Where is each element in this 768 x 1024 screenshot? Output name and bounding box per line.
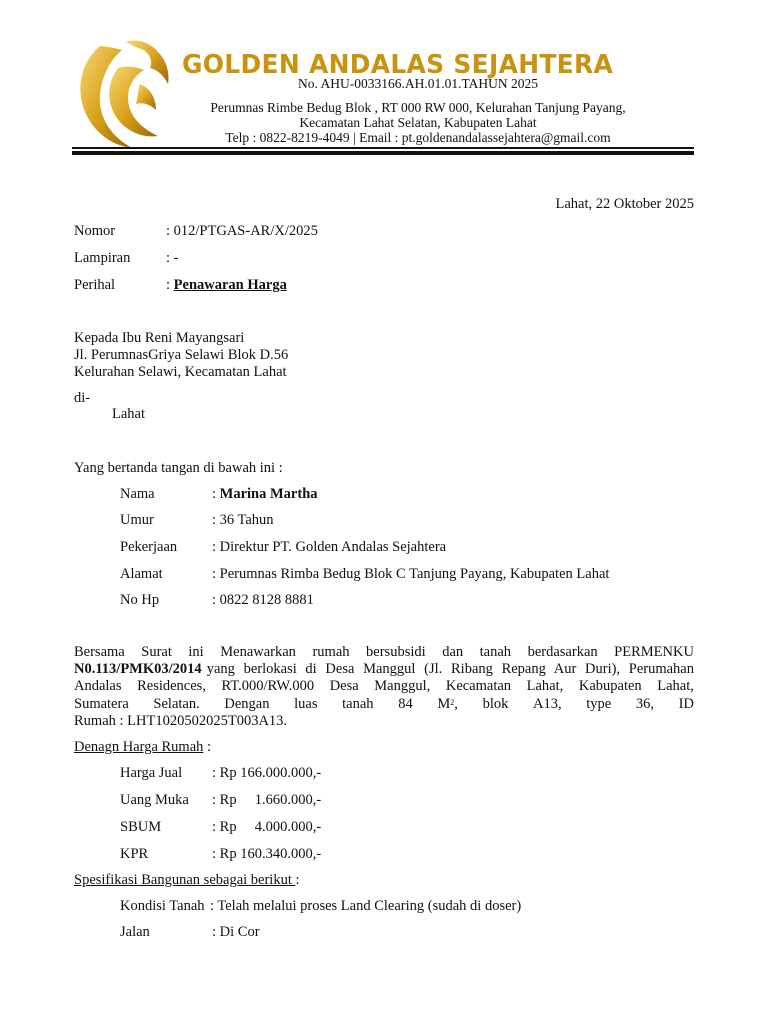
- signer-value-nama: [212, 486, 318, 503]
- price-label-sbum: SBUM: [120, 819, 162, 835]
- word: ID: [678, 695, 694, 712]
- word: Desa: [329, 678, 359, 695]
- word: type: [586, 695, 612, 712]
- word: A13,: [533, 695, 562, 712]
- meta-label-nomor: Nomor: [74, 223, 116, 239]
- signer-label-umur: Umur: [120, 512, 154, 528]
- signer-label-nohp: No Hp: [120, 592, 160, 608]
- price-value-harga-jual: : Rp 166.000.000,-: [212, 765, 322, 781]
- word: Dengan: [224, 695, 270, 712]
- word: tanah: [342, 695, 374, 712]
- word: Kecamatan: [445, 678, 512, 695]
- area-unit: [437, 696, 458, 713]
- comma: ,: [454, 695, 458, 712]
- unit-squared: 2: [450, 697, 455, 707]
- signer-value-pekerjaan: : Direktur PT. Golden Andalas Sejahtera: [212, 539, 447, 555]
- spec-label-jalan: Jalan: [120, 924, 150, 940]
- price-label-harga-jual: Harga Jual: [120, 765, 183, 781]
- word: rumah: [312, 644, 350, 660]
- letter-date: Lahat, 22 Oktober 2025: [555, 196, 694, 212]
- perihal-subject: Penawaran Harga: [173, 277, 287, 293]
- spec-heading-text: Spesifikasi Bangunan sebagai berikut: [74, 872, 296, 888]
- offer-line-3: [74, 678, 694, 695]
- perihal-colon: :: [166, 277, 174, 293]
- word: Lahat,: [657, 678, 694, 695]
- word: bersubsidi: [366, 644, 426, 660]
- unit-m: M: [437, 695, 451, 712]
- price-label-kpr: KPR: [120, 846, 149, 862]
- word: Surat: [141, 644, 172, 660]
- word: tanah: [479, 644, 512, 660]
- word: Lahat,: [526, 678, 564, 695]
- meta-value-nomor: : 012/PTGAS-AR/X/2025: [166, 223, 318, 239]
- spec-value-kondisi-tanah: : Telah melalui proses Land Clearing (sudah di doser): [210, 898, 522, 914]
- word: Residences,: [137, 678, 206, 695]
- word: Kabupaten: [578, 678, 642, 695]
- registration-number: No. AHU-0033166.AH.01.01.TAHUN 2025: [297, 76, 539, 91]
- price-value-uang-muka: : Rp 1.660.000,-: [212, 792, 322, 808]
- company-name: GOLDEN ANDALAS SEJAHTERA: [182, 50, 614, 80]
- company-logo: [70, 38, 176, 150]
- word: 36,: [635, 695, 655, 712]
- price-heading: [74, 739, 211, 756]
- spec-heading: [74, 872, 300, 889]
- signer-label-pekerjaan: Pekerjaan: [120, 539, 178, 555]
- word: Selatan.: [153, 695, 200, 712]
- signer-value-nohp: : 0822 8128 8881: [212, 592, 314, 608]
- word: PERMENKU: [614, 644, 694, 660]
- recipient-di: di-: [74, 390, 91, 406]
- contact-line: Telp : 0822-8219-4049 | Email : pt.goldenandalassejahtera@gmail.com: [225, 130, 611, 145]
- word: Bersama: [74, 644, 125, 660]
- address-line-2: Kecamatan Lahat Selatan, Kabupaten Lahat: [299, 115, 537, 130]
- word: ini: [188, 644, 204, 660]
- offer-paragraph: [74, 644, 694, 730]
- offer-line-2-text: yang berlokasi di Desa Manggul (Jl. Ribang Repang Aur Duri), Perumahan: [206, 661, 694, 678]
- letterhead-divider-thick: [72, 151, 694, 155]
- recipient-name: Kepada Ibu Reni Mayangsari: [74, 330, 245, 346]
- word: Andalas: [74, 678, 122, 695]
- price-heading-text: Denagn Harga Rumah: [74, 739, 204, 755]
- meta-value-lampiran: : -: [166, 250, 179, 266]
- word: berdasarkan: [527, 644, 598, 660]
- signer-label-alamat: Alamat: [120, 566, 163, 582]
- price-value-sbum: : Rp 4.000.000,-: [212, 819, 322, 835]
- signer-label-nama: Nama: [120, 486, 155, 502]
- recipient-district: Kelurahan Selawi, Kecamatan Lahat: [74, 364, 287, 380]
- price-label-uang-muka: Uang Muka: [120, 792, 189, 808]
- letterhead-divider: [72, 147, 694, 149]
- signer-value-umur: : 36 Tahun: [212, 512, 274, 528]
- spec-label-kondisi-tanah: Kondisi Tanah: [120, 898, 205, 914]
- address-line-1: Perumnas Rimbe Bedug Blok , RT 000 RW 000, Kelurahan Tanjung Payang,: [210, 100, 626, 115]
- offer-line-5: Rumah : LHT1020502025T003A13.: [74, 712, 288, 729]
- spec-heading-colon: :: [295, 872, 300, 888]
- recipient-city: Lahat: [112, 406, 146, 422]
- offer-line-2: [74, 661, 694, 678]
- offer-line-1: [74, 644, 694, 661]
- word: luas: [294, 695, 318, 712]
- spec-value-jalan: : Di Cor: [212, 924, 260, 940]
- word: dan: [442, 644, 464, 660]
- word: Menawarkan: [220, 644, 296, 660]
- recipient-street: Jl. PerumnasGriya Selawi Blok D.56: [74, 347, 289, 363]
- word: 84: [398, 695, 413, 712]
- meta-label-lampiran: Lampiran: [74, 250, 131, 266]
- intro-text: Yang bertanda tangan di bawah ini :: [74, 460, 283, 476]
- word: Manggul,: [374, 678, 431, 695]
- word: blok: [482, 695, 509, 712]
- signer-nama-colon: :: [212, 486, 220, 502]
- meta-value-perihal: [166, 277, 287, 294]
- regulation-number: N0.113/PMK03/2014: [74, 661, 202, 678]
- meta-label-perihal: Perihal: [74, 277, 116, 293]
- price-heading-colon: :: [203, 739, 212, 755]
- word: RT.000/RW.000: [221, 678, 315, 695]
- offer-line-4: [74, 696, 694, 713]
- price-value-kpr: : Rp 160.340.000,-: [212, 846, 322, 862]
- signer-name: Marina Martha: [219, 486, 318, 502]
- word: Sumatera: [74, 695, 129, 712]
- signer-value-alamat: : Perumnas Rimba Bedug Blok C Tanjung Payang, Kabupaten Lahat: [212, 566, 610, 582]
